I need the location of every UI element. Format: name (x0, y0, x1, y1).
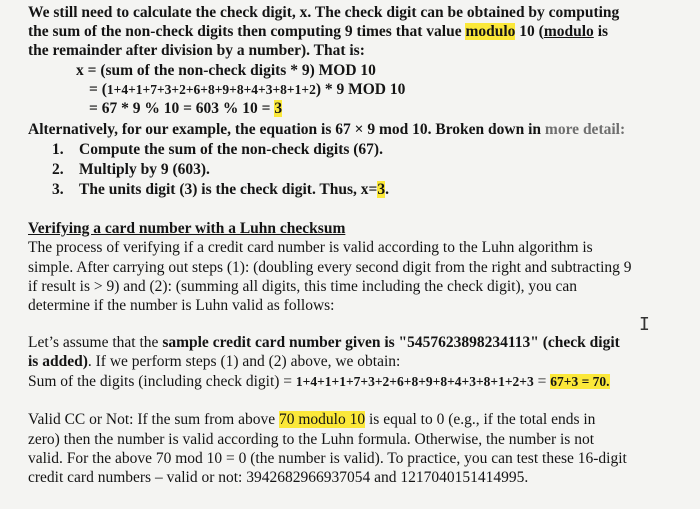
example-line-2 (28, 353, 400, 371)
modulo-link[interactable]: modulo (543, 23, 594, 40)
highlight-result-3: 3 (274, 100, 283, 117)
valid-line-4: credit card numbers – valid or not: 3942682966937054 and 1217040151414995. (28, 469, 529, 486)
example-line-1a: Let’s assume that the (28, 334, 163, 351)
equation-line-1: x = (sum of the non-check digits * 9) MOD 10 (76, 62, 376, 79)
intro-line-2a: the sum of the non-check digits then computing 9 times that value (28, 23, 466, 40)
example-line-1b: sample credit card number given is "5457623898234113" (check digit (162, 334, 620, 351)
step-3b: . (385, 181, 389, 198)
step-3-text (79, 181, 389, 199)
intro-line-3: the remainder after division by a number). That is: (28, 42, 365, 59)
text-cursor-icon: I (639, 314, 650, 335)
step-2-number: 2. (52, 161, 64, 178)
sum-digits: 1+4+1+1+7+3+2+6+8+9+8+4+3+8+1+2+3 (295, 374, 534, 389)
sum-line (28, 373, 610, 391)
valid-line-3: valid. For the above 70 mod 10 = 0 (the number is valid). To practice, you can test these 16-digit (28, 450, 627, 467)
step-2-text: Multiply by 9 (603). (79, 161, 210, 178)
luhn-line-2: simple. After carrying out steps (1): (doubling every second digit from the right and subtracting 9 (28, 259, 632, 276)
example-line-2b: . If we perform steps (1) and (2) above, we obtain: (87, 353, 401, 370)
valid-line-2: zero) then the number is valid according to the Luhn formula. Otherwise, the number is not (28, 431, 595, 448)
intro-line-1: We still need to calculate the check digit, x. The check digit can be obtained by computing (28, 4, 620, 21)
equation-line-2 (89, 81, 405, 99)
highlight-70-mod-10: 70 modulo 10 (278, 411, 366, 428)
intro-line-2 (28, 23, 608, 41)
equation-line-3a: = 67 * 9 % 10 = 603 % 10 = (89, 100, 275, 117)
step-3-number: 3. (52, 181, 64, 198)
step-1-text: Compute the sum of the non-check digits (67). (79, 141, 383, 158)
luhn-line-4: determine if the number is Luhn valid as follows: (28, 297, 335, 314)
example-line-1 (28, 334, 620, 352)
example-line-2a: is added) (28, 353, 88, 370)
equation-line-3 (89, 100, 282, 118)
alternative-text: Alternatively, for our example, the equation is 67 × 9 mod 10. Broken down in (28, 121, 545, 138)
luhn-line-3: if result is > 9) and (2): (summing all digits, this time including the check digit), you can (28, 278, 577, 295)
valid-line-1a: Valid CC or Not: If the sum from above (28, 411, 279, 428)
intro-line-2c: is (593, 23, 609, 40)
highlight-sum-b: 70. (592, 374, 610, 389)
intro-line-2b: 10 ( (515, 23, 544, 40)
valid-line-1b: is equal to 0 (e.g., if the total ends in (365, 411, 596, 428)
highlight-modulo: modulo (465, 23, 516, 40)
sum-equals: = (533, 373, 551, 390)
section-heading: Verifying a card number with a Luhn checksum (28, 220, 346, 237)
luhn-line-1: The process of verifying if a credit card number is valid according to the Luhn algorithm is (28, 239, 593, 256)
step-1-number: 1. (52, 141, 64, 158)
valid-line-1 (28, 411, 595, 429)
equation-line-2b: ) * 9 MOD 10 (315, 81, 406, 98)
step-3a: The units digit (3) is the check digit. Thus, x= (79, 181, 378, 198)
highlight-sum-a: 67+3 = (550, 374, 593, 389)
alternative-line (28, 121, 625, 139)
sum-label: Sum of the digits (including check digit) = (28, 373, 296, 390)
equation-digits: 1+4+1+7+3+2+6+8+9+8+4+3+8+1+2 (106, 82, 316, 97)
highlight-x-3: 3 (377, 181, 386, 198)
more-detail-text: more detail: (544, 121, 626, 138)
equation-line-2a: = ( (89, 81, 107, 98)
